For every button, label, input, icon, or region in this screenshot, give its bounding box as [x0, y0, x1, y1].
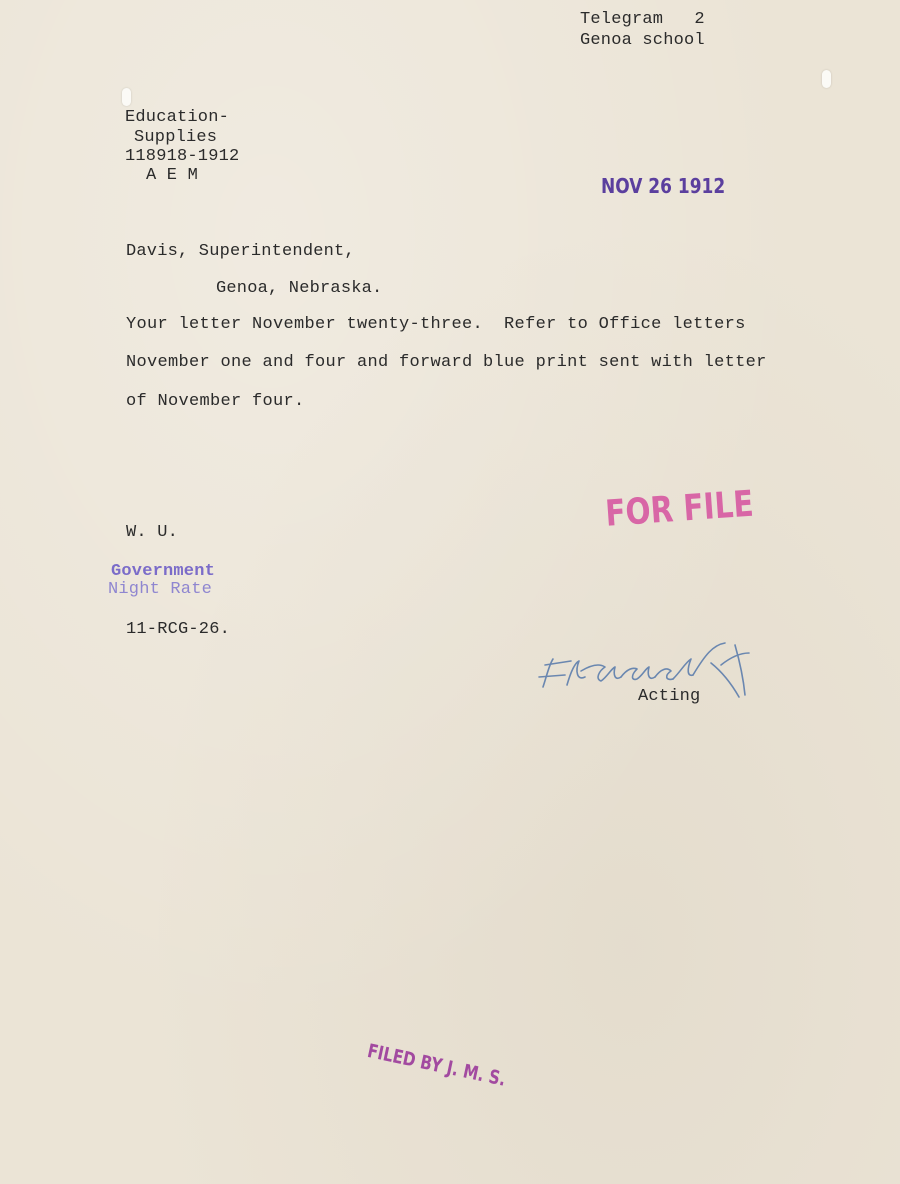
message-line-1: Your letter November twenty-three. Refer to Office letters [126, 315, 746, 334]
signature-title: Acting [638, 687, 701, 706]
punch-hole-left [122, 88, 131, 106]
rate-stamp-line-1: Government [111, 562, 216, 581]
message-line-3: of November four. [126, 392, 305, 411]
file-ref-line-1: Education- [125, 108, 230, 127]
file-ref-line-4: A E M [146, 166, 199, 185]
file-ref-line-2: Supplies [134, 128, 218, 147]
telegram-label: Telegram 2 [580, 10, 705, 29]
file-ref-line-3: 118918-1912 [125, 147, 240, 166]
for-file-stamp: FOR FILE [604, 483, 755, 535]
date-stamp: NOV 26 1912 [601, 174, 726, 198]
addressee-name: Davis, Superintendent, [126, 242, 355, 261]
school-label: Genoa school [580, 31, 705, 50]
addressee-location: Genoa, Nebraska. [216, 279, 383, 298]
message-line-2: November one and four and forward blue print sent with letter [126, 353, 767, 372]
punch-hole-right [822, 70, 831, 88]
filed-by-stamp: FILED BY J. M. S. [365, 1040, 508, 1091]
reference-code: 11-RCG-26. [126, 620, 231, 639]
carrier-label: W. U. [126, 523, 179, 542]
rate-stamp-line-2: Night Rate [108, 580, 213, 599]
